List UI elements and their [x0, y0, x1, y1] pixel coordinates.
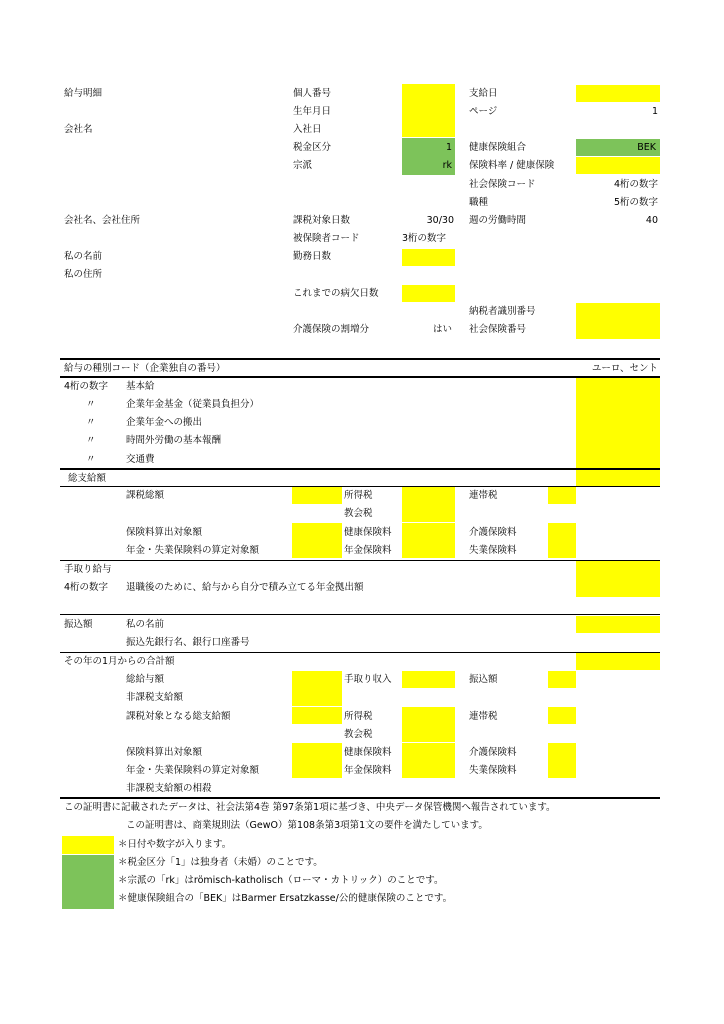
- health-fund-label: 健康保険組合: [469, 142, 527, 153]
- legend-religion-text: ＊宗派の「rk」はrömisch-katholisch（ローマ・カトリック）のことです。: [118, 875, 444, 886]
- legend-bek-text: ＊健康保険組合の「BEK」はBarmer Ersatzkasse/公的健康保険のことです。: [118, 893, 453, 904]
- gross-label: 総支給額: [68, 473, 107, 484]
- church-tax-label: 教会税: [344, 508, 373, 519]
- wage-item: 基本給: [126, 381, 155, 392]
- yearly-taxable-total-label: 課税対象となる総支給額: [126, 711, 231, 722]
- yearly-taxable-total-field: [292, 707, 342, 724]
- yearly-net-income-field: [402, 671, 455, 688]
- taxable-days-value: 30/30: [426, 215, 454, 226]
- document-title: 給与明細: [64, 88, 103, 99]
- wage-item: 企業年金への搬出: [126, 417, 203, 428]
- pension-deduction-label: 退職後のために、給与から自分で積み立てる年金拠出額: [126, 582, 364, 593]
- yearly-pension-base-label: 年金・失業保険料の算定対象額: [126, 765, 260, 776]
- income-church-tax-field: [402, 487, 455, 522]
- sick-days-field: [402, 285, 455, 302]
- ditto-mark: 〃: [86, 435, 96, 446]
- job-type-value: 5桁の数字: [613, 197, 658, 208]
- yearly-net-income-label: 手取り収入: [344, 674, 392, 685]
- yearly-income-tax-label: 所得税: [344, 711, 373, 722]
- taxable-total-field: [292, 487, 342, 504]
- pension-base-label: 年金・失業保険料の算定対象額: [126, 545, 260, 556]
- yearly-non-taxable-offset-label: 非課税支給額の相殺: [126, 783, 212, 794]
- care-unemployment-insurance-field: [548, 523, 576, 558]
- yearly-gross-field: [292, 671, 342, 706]
- care-surcharge-label: 介護保険の割増分: [293, 324, 370, 335]
- yearly-income-church-tax-field: [402, 707, 455, 742]
- personal-number-label: 個人番号: [293, 88, 332, 99]
- pay-date-label: 支給日: [469, 88, 498, 99]
- yearly-transfer-field: [548, 671, 576, 688]
- ditto-mark: 〃: [86, 454, 96, 465]
- ditto-mark: 〃: [86, 417, 96, 428]
- yearly-gross-label: 総給与額: [126, 674, 165, 685]
- social-code-value: 4桁の数字: [613, 179, 658, 190]
- transfer-bank: 振込先銀行名、銀行口座番号: [126, 637, 250, 648]
- yearly-insurance-base-label: 保険料算出対象額: [126, 747, 203, 758]
- transfer-label: 振込額: [64, 619, 93, 630]
- pension-insurance-label: 年金保険料: [344, 545, 392, 556]
- work-days-field: [402, 249, 455, 266]
- yearly-care-unemployment-field: [548, 743, 576, 778]
- page-label: ページ: [469, 106, 498, 117]
- wage-table-header: 給与の種別コード（企業独自の番号）: [64, 363, 226, 374]
- religion-value: rk: [442, 160, 452, 171]
- insurance-rate-label: 保険料率 / 健康保険: [469, 160, 555, 171]
- yearly-insurance-base-field: [292, 743, 342, 778]
- wage-code: 4桁の数字: [64, 381, 109, 392]
- employee-address: 私の住所: [64, 269, 103, 280]
- legend-yellow-swatch: [62, 836, 114, 854]
- health-insurance-label: 健康保険料: [344, 527, 392, 538]
- yearly-pension-insurance-label: 年金保険料: [344, 765, 392, 776]
- pay-date-field: [576, 85, 660, 102]
- personal-info-field: [402, 84, 455, 137]
- yearly-unemployment-insurance-label: 失業保険料: [469, 765, 517, 776]
- taxable-total-label: 課税総額: [126, 490, 165, 501]
- insured-code-label: 被保険者コード: [293, 233, 360, 244]
- hire-date-label: 入社日: [293, 124, 322, 135]
- page-value: 1: [651, 106, 658, 117]
- employee-name: 私の名前: [64, 251, 103, 262]
- legend-yellow-text: ＊日付や数字が入ります。: [118, 839, 232, 850]
- wage-item: 交通費: [126, 454, 155, 465]
- wage-item: 企業年金基金（従業員負担分）: [126, 399, 260, 410]
- yearly-church-tax-label: 教会税: [344, 729, 373, 740]
- yearly-solidarity-tax-field: [548, 707, 576, 724]
- net-pay-field: [576, 561, 660, 597]
- net-pay-label: 手取り給与: [64, 564, 112, 575]
- yearly-care-insurance-label: 介護保険料: [469, 747, 517, 758]
- sick-days-label: これまでの病欠日数: [293, 288, 379, 299]
- company-name-address: 会社名、会社住所: [64, 215, 141, 226]
- insurance-base-label: 保険料算出対象額: [126, 527, 203, 538]
- net-code: 4桁の数字: [64, 582, 109, 593]
- solidarity-tax-label: 連帯税: [469, 490, 498, 501]
- weekly-hours-label: 週の労働時間: [469, 215, 527, 226]
- gross-amount-field: [576, 470, 660, 487]
- legend-tax-class-text: ＊税金区分「1」は独身者（未婚）のことです。: [118, 857, 323, 868]
- insurance-rate-field: [576, 157, 660, 174]
- work-days-label: 勤務日数: [293, 251, 332, 262]
- divider: [60, 614, 660, 615]
- unemployment-insurance-label: 失業保険料: [469, 545, 517, 556]
- tax-id-label: 納税者識別番号: [469, 306, 536, 317]
- yearly-non-taxable-label: 非課税支給額: [126, 692, 184, 703]
- yearly-health-insurance-label: 健康保険料: [344, 747, 392, 758]
- currency-label: ユーロ、セント: [591, 363, 658, 374]
- transfer-amount-field: [576, 616, 660, 633]
- compliance-statement: この証明書は、商業規則法（GewO）第108条第3項第1文の要件を満たしています。: [126, 820, 488, 831]
- legal-statement: この証明書に記載されたデータは、社会法第4巻 第97条第1項に基づき、中央データ保管機関へ報告されています。: [64, 802, 556, 813]
- insurance-base-field: [292, 523, 342, 558]
- job-type-label: 職種: [469, 197, 489, 208]
- divider: [60, 560, 660, 561]
- yearly-total-label: その年の1月からの合計額: [64, 656, 175, 667]
- transfer-recipient: 私の名前: [126, 619, 165, 630]
- divider: [60, 468, 660, 470]
- weekly-hours-value: 40: [645, 215, 658, 226]
- taxable-days-label: 課税対象日数: [293, 215, 351, 226]
- solidarity-tax-field: [548, 487, 576, 504]
- tax-class-value: 1: [445, 142, 452, 153]
- insured-code-value: 3桁の数字: [402, 233, 447, 244]
- company-name: 会社名: [64, 124, 93, 135]
- tax-id-social-number-field: [576, 303, 660, 339]
- yearly-health-pension-field: [402, 743, 455, 778]
- religion-label: 宗派: [293, 160, 313, 171]
- health-pension-insurance-field: [402, 523, 455, 558]
- yearly-total-field: [576, 653, 660, 670]
- care-insurance-label: 介護保険料: [469, 527, 517, 538]
- income-tax-label: 所得税: [344, 490, 373, 501]
- ditto-mark: 〃: [86, 399, 96, 410]
- wage-item: 時間外労働の基本報酬: [126, 435, 222, 446]
- birthdate-label: 生年月日: [293, 106, 332, 117]
- social-number-label: 社会保険番号: [469, 324, 527, 335]
- yearly-transfer-label: 振込額: [469, 674, 498, 685]
- social-code-label: 社会保険コード: [469, 179, 536, 190]
- yearly-solidarity-tax-label: 連帯税: [469, 711, 498, 722]
- legend-green-swatch: [62, 855, 114, 909]
- tax-class-label: 税金区分: [293, 142, 332, 153]
- health-fund-value: BEK: [637, 142, 656, 153]
- care-surcharge-value: はい: [432, 324, 452, 335]
